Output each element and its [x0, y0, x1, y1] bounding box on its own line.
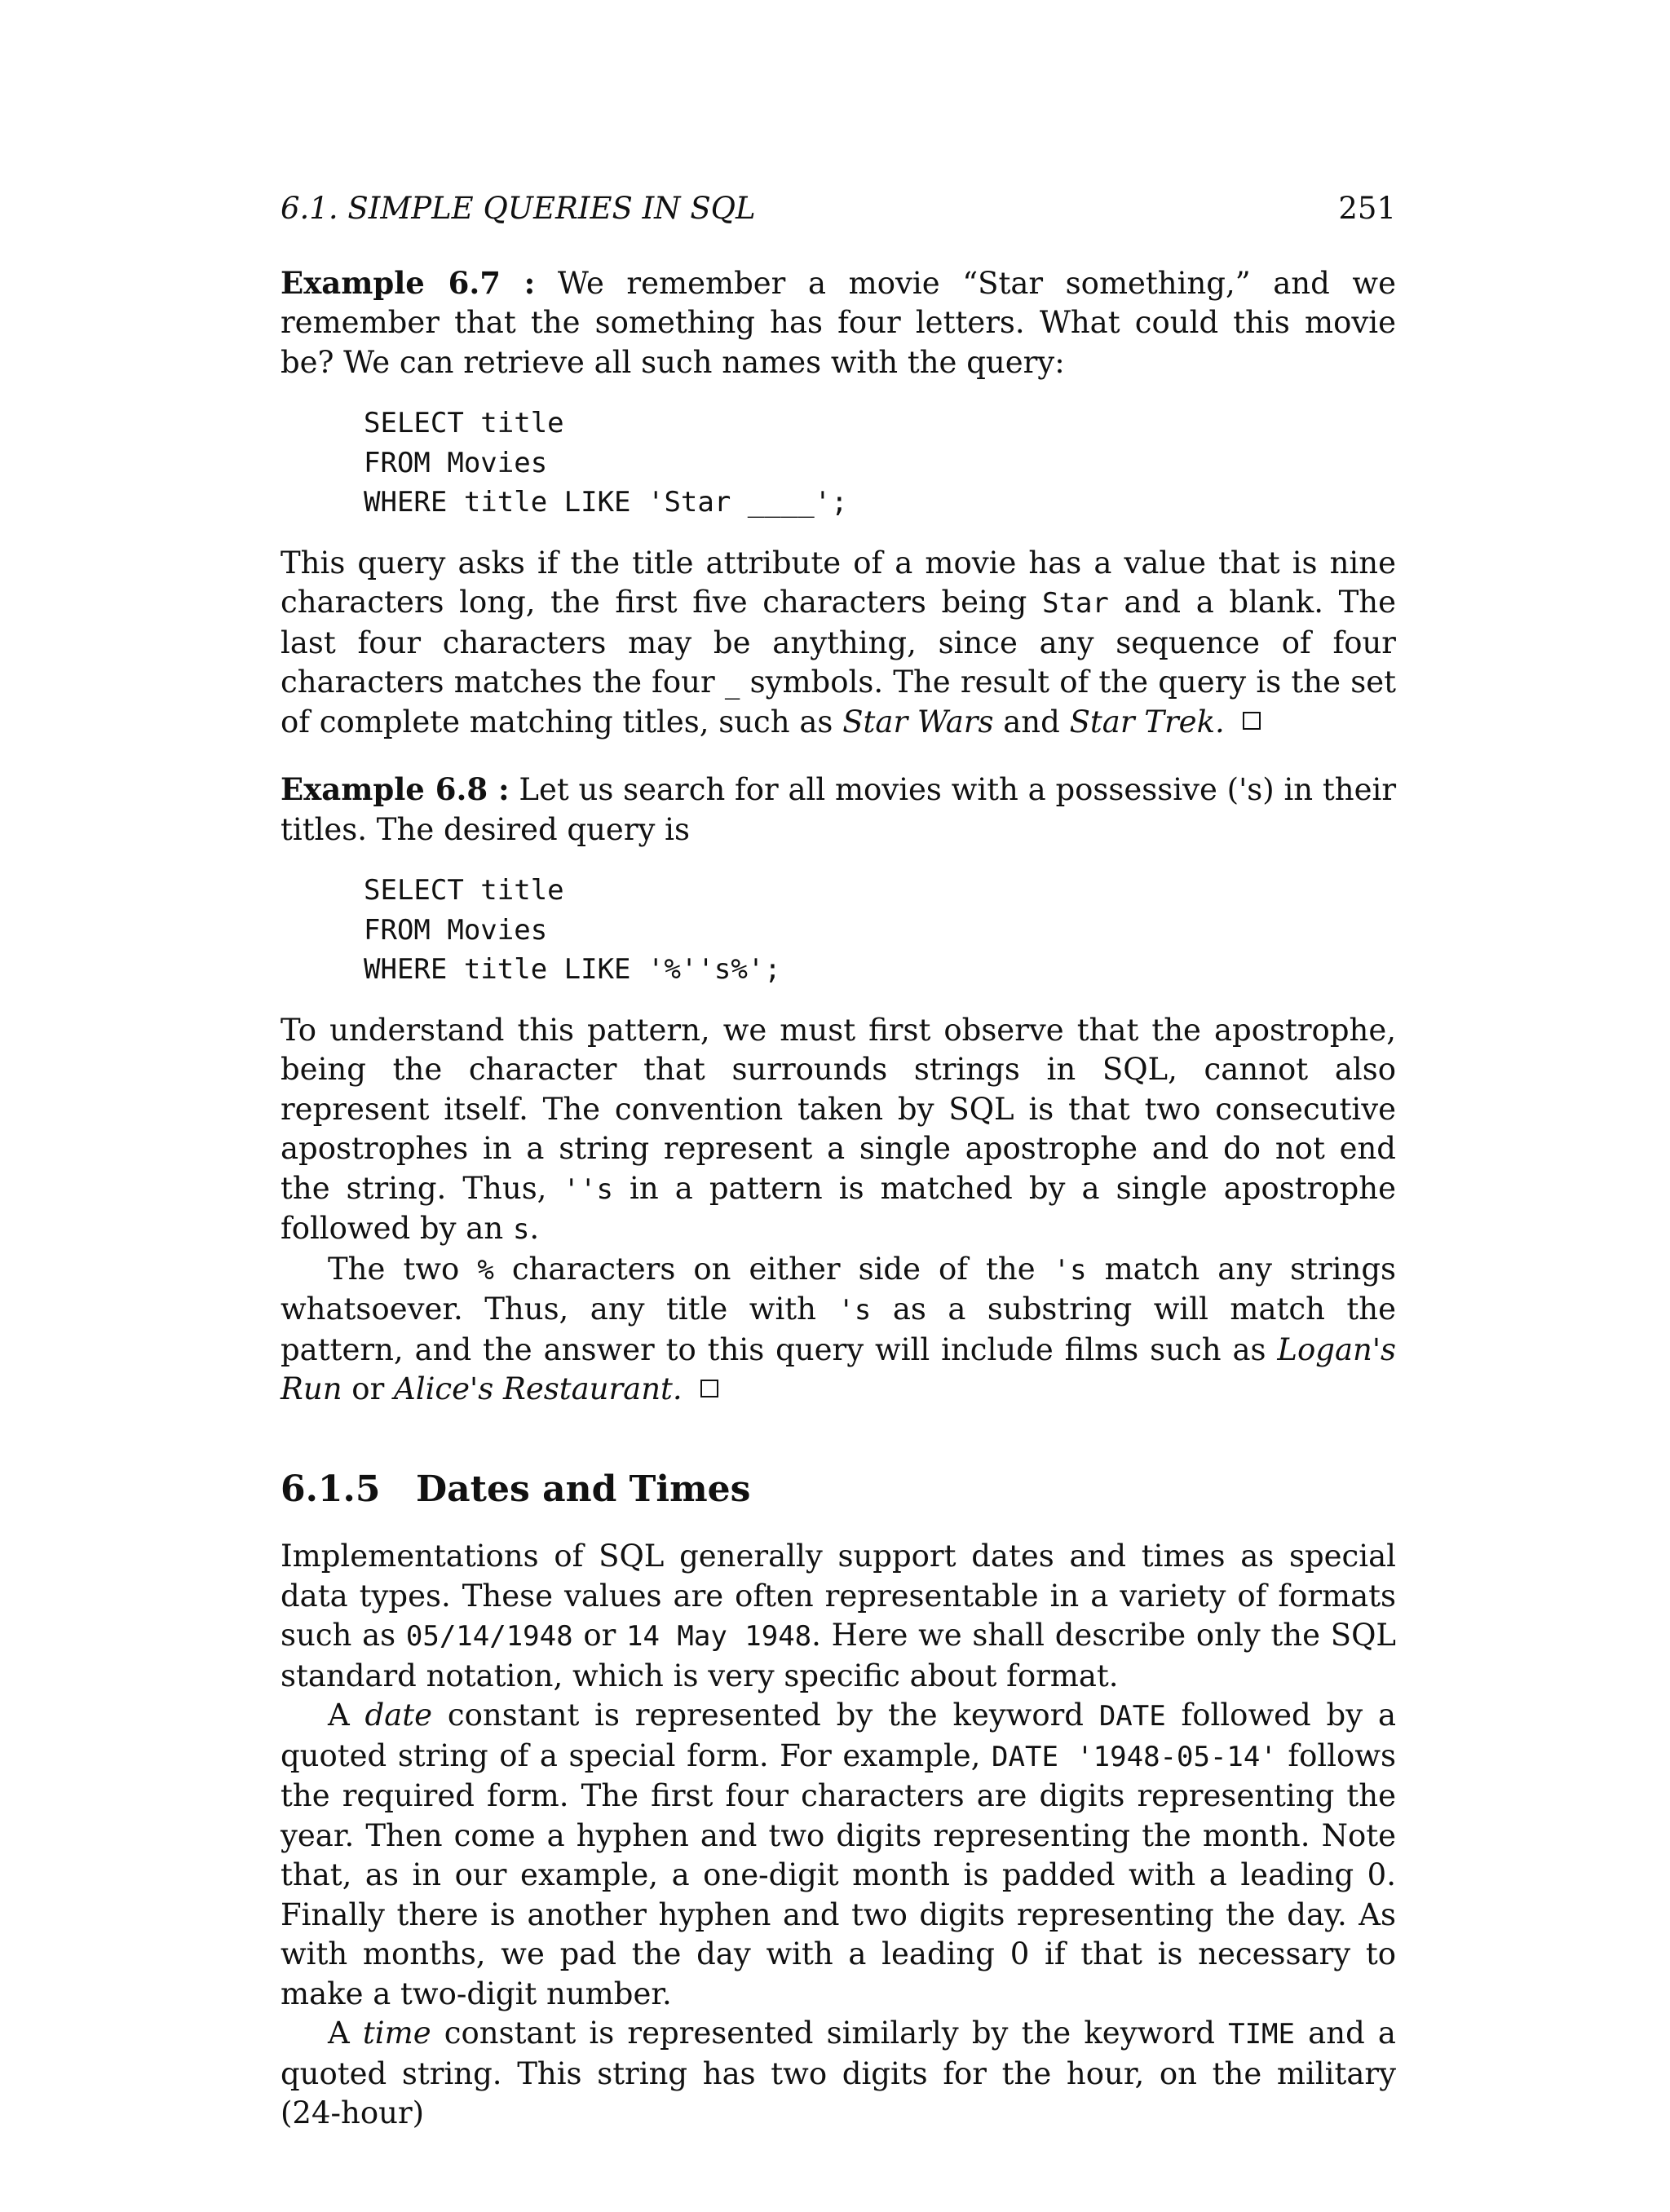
paragraph-text: The two	[328, 1251, 478, 1287]
paragraph-text: followed by a quoted string of a special form. For example,	[281, 1698, 1396, 1773]
inline-code: DATE	[1098, 1700, 1166, 1733]
sql-query-block	[364, 404, 1396, 523]
paragraph-text: constant is represented by the keyword	[432, 1698, 1099, 1733]
sql-query-block	[364, 871, 1396, 990]
example-label: Example 6.8 :	[281, 771, 510, 807]
paragraph-text: A	[328, 2016, 363, 2051]
inline-code: ''s	[563, 1172, 613, 1206]
page	[281, 189, 1396, 2134]
code-line: SELECT title	[364, 407, 564, 439]
end-of-example-mark	[700, 1380, 718, 1397]
code-line: WHERE title LIKE '%''s%';	[364, 953, 781, 986]
example-6-7-intro	[281, 263, 1396, 383]
example-6-8-conclusion	[281, 1250, 1396, 1410]
inline-code: %	[477, 1253, 494, 1287]
paragraph-text: and a blank. The last four characters may be anything, since any sequence of four characters matches the four _ symbols. The result of the query is the set of complete matching titles, such as	[281, 585, 1396, 740]
term: date	[364, 1698, 433, 1733]
movie-title: Alice's Restaurant.	[394, 1371, 683, 1406]
paragraph-text: in a pattern is matched by a single apostrophe followed by an	[281, 1170, 1396, 1246]
example-6-7-explanation	[281, 544, 1396, 743]
paragraph-text: or	[342, 1371, 395, 1406]
example-6-8-intro	[281, 770, 1396, 850]
paragraph-text: and	[993, 704, 1070, 740]
section-heading	[281, 1470, 1396, 1510]
paragraph-text: match any strings whatsoever. Thus, any title with	[281, 1251, 1396, 1327]
code-line: SELECT title	[364, 874, 564, 907]
page-number: 251	[1338, 191, 1396, 226]
movie-title: Star Trek.	[1069, 704, 1225, 740]
date-constant-paragraph	[281, 1696, 1396, 2014]
paragraph-text: constant is represented similarly by the keyword	[431, 2016, 1229, 2051]
paragraph-text: as a substring will match the pattern, and the answer to this query will include films such as	[281, 1291, 1396, 1367]
paragraph-text: This query asks if the title attribute of a movie has a value that is nine characters long, the first five characters being	[281, 545, 1396, 620]
inline-code: s	[512, 1213, 530, 1246]
inline-code: DATE '1948-05-14'	[992, 1740, 1277, 1773]
inline-code: 05/14/1948	[405, 1620, 573, 1653]
paragraph-text: .	[529, 1211, 540, 1246]
inline-code: 's	[1053, 1253, 1087, 1287]
movie-title: Logan's Run	[281, 1331, 1396, 1406]
paragraph-text: follows the required form. The first four characters are digits representing the year. Then come a hyphen and two digits representing the month. Note that, as in our example, a one-digit month is padded with a leading 0. Finally there is another hyphen and two digits representing the day. As with months, we pad the day with a leading 0 if that is necessary to make a two-digit number.	[281, 1737, 1396, 2011]
term: time	[362, 2016, 431, 2051]
running-section-title: 6.1. SIMPLE QUERIES IN SQL	[281, 191, 756, 226]
paragraph-text: characters on either side of the	[493, 1251, 1054, 1287]
inline-code: 14 May 1948	[626, 1620, 812, 1653]
example-label: Example 6.7 :	[281, 264, 536, 301]
dates-intro-paragraph	[281, 1537, 1396, 1696]
code-line: WHERE title LIKE 'Star ____';	[364, 486, 848, 519]
section-number: 6.1.5	[281, 1468, 381, 1510]
movie-title: Star Wars	[842, 704, 994, 740]
example-6-8-explanation	[281, 1011, 1396, 1250]
code-line: FROM Movies	[364, 913, 548, 947]
running-header	[281, 189, 1396, 229]
inline-code: 's	[837, 1294, 872, 1327]
paragraph-text: Let us search for all movies with a possessive ('s) in their titles. The desired query is	[281, 772, 1397, 847]
inline-code: TIME	[1228, 2018, 1295, 2051]
end-of-example-mark	[1243, 712, 1261, 730]
paragraph-text: We remember a movie “Star something,” and we remember that the something has four letters. What could this movie be? We can retrieve all such names with the query:	[281, 265, 1396, 380]
paragraph-text: To understand this pattern, we must first observe that the apostrophe, being the character that surrounds strings in SQL, cannot also represent itself. The convention taken by SQL is that two consecutive apostrophes in a string represent a single apostrophe and do not end the string. Thus,	[281, 1012, 1396, 1206]
code-line: FROM Movies	[364, 446, 548, 479]
section-title: Dates and Times	[416, 1468, 751, 1510]
paragraph-text: Implementations of SQL generally support dates and times as special data types. These values are often representable in a variety of formats such as	[281, 1539, 1396, 1653]
paragraph-text: and a quoted string. This string has two digits for the hour, on the military (24-hour)	[281, 2016, 1396, 2130]
inline-code: Star	[1042, 587, 1109, 620]
time-constant-paragraph	[281, 2014, 1396, 2134]
paragraph-text: or	[572, 1618, 627, 1653]
paragraph-text: . Here we shall describe only the SQL standard notation, which is very specific about format.	[281, 1618, 1396, 1693]
paragraph-text: A	[328, 1698, 365, 1733]
